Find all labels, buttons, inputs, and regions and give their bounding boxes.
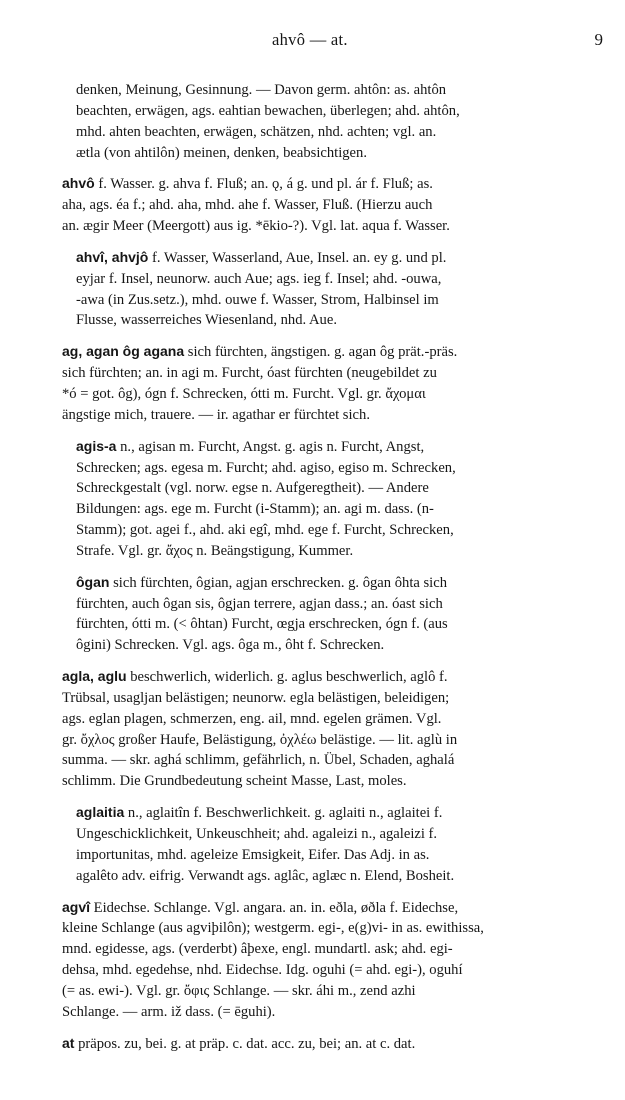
headword: agvî	[62, 898, 91, 915]
entry-text: Stamm); got. agei f., ahd. aki egî, mhd. ege f. Furcht, Schrecken,	[76, 522, 454, 539]
entry-text: mhd. ahten beachten, erwägen, schätzen, nhd. achten; vgl. an.	[76, 123, 437, 140]
entry-text: fürchten, auch ôgan sis, ôgjan terrere, agjan dass.; an. óast sich	[76, 595, 443, 612]
entry-text: Trübsal, usagljan belästigen; neunorw. egla belästigen, beleidigen;	[62, 689, 450, 706]
entry-text: n., agisan m. Furcht, Angst. g. agis n. Furcht, Angst,	[116, 438, 425, 455]
dictionary-entry	[62, 173, 607, 237]
entry-line	[76, 247, 607, 269]
entries-list	[62, 80, 607, 1054]
entry-text: fürchten, ótti m. (< ôhtan) Furcht, œgja erschrecken, ógn f. (aus	[76, 616, 448, 633]
headword: aglaitia	[76, 804, 125, 821]
entry-line	[76, 143, 607, 164]
entry-text: Schreckgestalt (vgl. norw. egse n. Aufgeregtheit). — Andere	[76, 480, 429, 497]
headword: at	[62, 1034, 75, 1051]
dictionary-entry	[76, 572, 607, 656]
entry-line	[76, 310, 607, 331]
entry-text: an. ægir Meer (Meergott) aus ig. *ēkio-?). Vgl. lat. aqua f. Wasser.	[62, 218, 450, 235]
entry-line	[62, 384, 607, 405]
entry-text: aha, ags. éa f.; ahd. aha, mhd. ahe f. Wasser, Fluß. (Hierzu auch	[62, 197, 433, 214]
dictionary-entry	[76, 802, 607, 886]
entry-text: Eidechse. Schlange. Vgl. angara. an. in. eðla, øðla f. Eidechse,	[90, 899, 459, 916]
entry-line	[76, 635, 607, 656]
entry-text: schlimm. Die Grundbedeutung scheint Masse, Last, moles.	[62, 773, 407, 790]
entry-text: ôgini) Schrecken. Vgl. ags. ôga m., ôht f. Schrecken.	[76, 637, 385, 654]
entry-line	[76, 458, 607, 479]
entry-line	[62, 1002, 607, 1023]
entry-text: Schrecken; ags. egesa m. Furcht; ahd. agiso, egiso m. Schrecken,	[76, 459, 456, 476]
entry-text: Flusse, wasserreiches Wiesenland, nhd. Aue.	[76, 312, 337, 329]
entry-line	[62, 195, 607, 216]
entry-text: Strafe. Vgl. gr. ἄχος n. Beängstigung, Kummer.	[76, 542, 354, 559]
entry-line	[62, 730, 607, 751]
entry-line	[76, 122, 607, 143]
entry-line	[62, 981, 607, 1002]
entry-text: sich fürchten, ôgian, agjan erschrecken. g. ôgan ôhta sich	[109, 574, 448, 591]
headword: agla, aglu	[62, 668, 127, 685]
entry-text: beschwerlich, widerlich. g. aglus beschwerlich, aglô f.	[126, 669, 448, 686]
entry-text: sich fürchten; an. in agi m. Furcht, óast fürchten (neugebildet zu	[62, 365, 437, 382]
headword: ahvî, ahvjô	[76, 248, 149, 265]
dictionary-entry	[62, 1033, 607, 1055]
entry-text: Schlange. — arm. iž dass. (= ēguhi).	[62, 1003, 276, 1020]
entry-text: ängstige mich, trauere. — ir. agathar er fürchtet sich.	[62, 406, 370, 423]
entry-text: beachten, erwägen, ags. eahtian bewachen, überlegen; ahd. ahtôn,	[76, 102, 460, 119]
entry-line	[76, 802, 607, 824]
entry-line	[76, 80, 607, 101]
dictionary-entry	[76, 436, 607, 562]
entry-line	[76, 572, 607, 594]
entry-text: -awa (in Zus.setz.), mhd. ouwe f. Wasser, Strom, Halbinsel im	[76, 291, 439, 308]
entry-line	[62, 709, 607, 730]
entry-text: denken, Meinung, Gesinnung. — Davon germ. ahtôn: as. ahtôn	[76, 82, 447, 98]
entry-text: dehsa, mhd. egedehse, nhd. Eidechse. Idg. oguhi (= ahd. egi-), oguhí	[62, 962, 463, 979]
entry-line	[62, 918, 607, 939]
entry-line	[76, 478, 607, 499]
entry-text: kleine Schlange (aus agviþilôn); westgerm. egi-, e(g)vi- in as. ewithissa,	[62, 920, 484, 937]
entry-line	[76, 594, 607, 615]
headword: ag, agan ôg agana	[62, 343, 185, 360]
page-number: 9	[594, 30, 603, 49]
entry-line	[62, 666, 607, 688]
entry-line	[62, 216, 607, 237]
entry-text: Bildungen: ags. ege m. Furcht (i-Stamm); an. agi m. dass. (n-	[76, 501, 434, 518]
entry-line	[62, 405, 607, 426]
headword: ôgan	[76, 573, 110, 590]
entry-line	[76, 436, 607, 458]
entry-line	[76, 101, 607, 122]
entry-text: sich fürchten, ängstigen. g. agan ôg prät.-präs.	[184, 344, 458, 361]
entry-line	[76, 824, 607, 845]
entry-text: eyjar f. Insel, neunorw. auch Aue; ags. ieg f. Insel; ahd. -ouwa,	[76, 270, 442, 287]
dictionary-entry	[62, 897, 607, 1023]
headword: agis-a	[76, 437, 117, 454]
entry-line	[76, 269, 607, 290]
entry-text: gr. ὄχλος großer Haufe, Belästigung, ὀχλέω belästige. — lit. aglù in	[62, 731, 458, 748]
entry-text: f. Wasser. g. ahva f. Fluß; an. ǫ, á g. und pl. ár f. Fluß; as.	[94, 176, 433, 193]
entry-text: summa. — skr. aghá schlimm, gefährlich, n. Übel, Schaden, aghalá	[62, 752, 455, 769]
entry-text: f. Wasser, Wasserland, Aue, Insel. an. ey g. und pl.	[148, 249, 447, 266]
dictionary-entry	[76, 247, 607, 331]
entry-text: agalêto adv. eifrig. Verwandt ags. aglâc, aglæc n. Elend, Bosheit.	[76, 867, 455, 884]
entry-line	[62, 750, 607, 771]
entry-line	[62, 897, 607, 919]
entry-text: ags. eglan plagen, schmerzen, eng. ail, mnd. egelen grämen. Vgl.	[62, 710, 442, 727]
entry-line	[76, 520, 607, 541]
entry-text: importunitas, mhd. ageleize Emsigkeit, Eifer. Das Adj. in as.	[76, 846, 430, 863]
entry-text: (= as. ewi-). Vgl. gr. ὄφις Schlange. — skr. áhi m., zend azhi	[62, 982, 416, 999]
entry-line	[76, 499, 607, 520]
entry-line	[62, 960, 607, 981]
dictionary-entry	[76, 80, 607, 163]
dictionary-entry	[62, 666, 607, 792]
entry-text: mnd. egidesse, ags. (verderbt) âþexe, engl. mundartl. ask; ahd. egi-	[62, 941, 453, 958]
page-header	[62, 30, 607, 54]
entry-line	[62, 1033, 607, 1055]
entry-line	[76, 290, 607, 311]
entry-text: *ó = got. ôg), ógn f. Schrecken, ótti m. Furcht. Vgl. gr. ἄχομαι	[62, 385, 426, 402]
entry-line	[76, 541, 607, 562]
entry-line	[62, 771, 607, 792]
entry-line	[62, 688, 607, 709]
entry-line	[76, 866, 607, 887]
entry-line	[62, 341, 607, 363]
headword: ahvô	[62, 175, 95, 192]
running-title: ahvô — at.	[272, 30, 348, 49]
entry-text: n., aglaitîn f. Beschwerlichkeit. g. aglaiti n., aglaitei f.	[124, 805, 443, 822]
entry-text: präpos. zu, bei. g. at präp. c. dat. acc. zu, bei; an. at c. dat.	[74, 1035, 416, 1052]
entry-line	[62, 939, 607, 960]
entry-text: Ungeschicklichkeit, Unkeuschheit; ahd. agaleizi n., agaleizi f.	[76, 826, 438, 842]
entry-line	[76, 845, 607, 866]
entry-line	[62, 363, 607, 384]
entry-line	[76, 614, 607, 635]
entry-text: ætla (von ahtilôn) meinen, denken, beabsichtigen.	[76, 144, 367, 161]
entry-line	[62, 173, 607, 195]
dictionary-entry	[62, 341, 607, 425]
